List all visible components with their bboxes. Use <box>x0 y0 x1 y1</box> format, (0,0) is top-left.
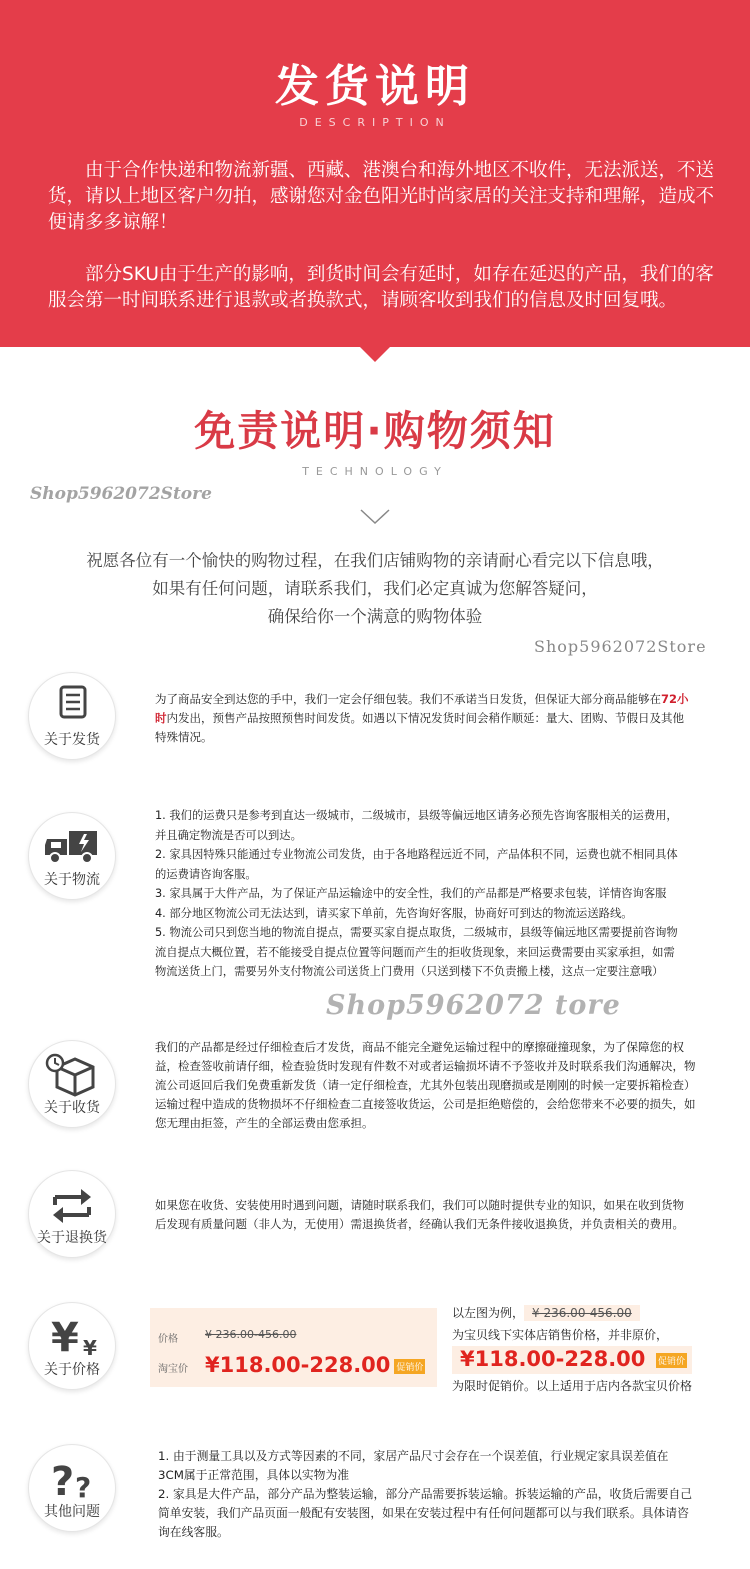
shipping-paragraph-2: 部分SKU由于生产的影响，到货时间会有延时，如存在延迟的产品，我们的客服会第一时间联系进行退款或者换款式，请顾客收到我们的信息及时回复哦。 <box>48 264 714 311</box>
watermark-store-3: Shop5962072 tore <box>326 990 621 1021</box>
intro-line-2: 如果有任何问题，请联系我们，我们必定真诚为您解答疑问， <box>152 579 598 598</box>
returns-circle <box>28 1170 116 1258</box>
svg-text:¥: ¥ <box>83 1336 97 1360</box>
logistics-item-2: 2. 家具因特殊只能通过专业物流公司发货，由于各地路程远近不同，产品体积不同，运费也就不相同具体的运费请咨询客服。 <box>155 848 678 881</box>
banner-notch-arrow <box>359 346 391 362</box>
disclaimer-title: 免责说明·购物须知 <box>194 407 556 455</box>
other-circle <box>28 1444 116 1532</box>
logistics-item-1: 1. 我们的运费只是参考到直达一级城市，二级城市，县级等偏远地区请务必预先咨询客服相关的运费用，并且确定物流是否可以到达。 <box>155 809 678 842</box>
disclaimer-intro <box>60 547 690 631</box>
logistics-list <box>155 806 683 982</box>
delivery-text-a: 为了商品安全到达您的手中，我们一定会仔细包装。我们不承诺当日发货，但保证大部分商品能够在 <box>155 692 661 706</box>
watermark-store-1: Shop5962072Store <box>30 484 212 504</box>
price-line-3 <box>452 1346 692 1374</box>
price-line-1-strike: ¥ 236.00-456.00 <box>524 1305 640 1321</box>
promo-tag: 促销价 <box>394 1359 425 1374</box>
promo-tag-2: 促销价 <box>656 1353 687 1368</box>
price-box-taobao-label: 淘宝价 <box>158 1364 188 1375</box>
delivery-label: 关于发货 <box>44 732 100 748</box>
svg-text:¥: ¥ <box>51 1315 79 1361</box>
price-box-sale-value: ¥118.00-228.00 <box>205 1353 391 1377</box>
delivery-circle <box>28 672 116 760</box>
logistics-item-3: 3. 家具属于大件产品，为了保证产品运输途中的安全性，我们的产品都是严格要求包装，详情咨询客服 <box>155 887 667 900</box>
logistics-item-5: 5. 物流公司只到您当地的物流自提点，需要买家自提点取货，二级城市，县级等偏远地区需要提前咨询物流自提点大概位置，若不能接受自提点位置等问题而产生的拒收货现象，来回运费需要由买家承担，如需物流送货上门，需要另外支付物流公司送货上门费用（只送到楼下不负责搬上楼，这点一定要注意哦） <box>155 926 678 978</box>
other-item-2: 2. 家具是大件产品，部分产品为整装运输，部分产品需要拆装运输。拆装运输的产品，收货后需要自己简单安装，我们产品页面一般配有安装图，如果在安装过程中有任何问题都可以与我们联系。具体请咨询在线客服。 <box>158 1487 693 1539</box>
watermark-store-2: Shop5962072Store <box>534 637 707 656</box>
price-circle <box>28 1302 116 1390</box>
delivery-text <box>155 690 695 747</box>
logistics-item-4: 4. 部分地区物流公司无法达到，请买家下单前，先咨询好客服，协商好可到达的物流运送路线。 <box>155 906 633 920</box>
delivery-text-b: 内发出，预售产品按照预售时间发货。如遇以下情况发货时间会稍作顺延：量大、团购、节假日及其他特殊情况。 <box>155 711 684 744</box>
svg-text:?: ? <box>75 1471 92 1504</box>
intro-line-1: 祝愿各位有一个愉快的购物过程，在我们店铺购物的亲请耐心看完以下信息哦， <box>86 551 664 570</box>
svg-text:?: ? <box>51 1459 75 1505</box>
returns-text: 如果您在收货、安装使用时遇到问题，请随时联系我们，我们可以随时提供专业的知识，如果在收到货物后发现有质量问题（非人为，无使用）需退换货者，经确认我们无条件接收退换货，并负责相关的费用。 <box>155 1198 684 1231</box>
chevron-down-icon <box>359 508 391 526</box>
delivery-highlight-hour: 时 <box>155 711 167 725</box>
other-label: 其他问题 <box>44 1504 100 1520</box>
receiving-label: 关于收货 <box>44 1100 100 1116</box>
price-line-1 <box>452 1304 640 1321</box>
shipping-title: 发货说明 <box>275 61 475 112</box>
price-line-2: 为宝贝线下实体店销售价格，并非原价， <box>452 1328 669 1342</box>
returns-label: 关于退换货 <box>37 1230 107 1246</box>
price-label: 关于价格 <box>44 1362 100 1378</box>
price-line-3-sale: ¥118.00-228.00 <box>460 1347 646 1371</box>
price-line-1-text: 以左图为例， <box>452 1306 525 1320</box>
other-list <box>158 1447 698 1542</box>
receiving-circle <box>28 1040 116 1128</box>
other-item-1: 1. 由于测量工具以及方式等因素的不同，家居产品尺寸会存在一个误差值，行业规定家具误差值在 3CM属于正常范围，具体以实物为准 <box>158 1449 669 1482</box>
shipping-subtitle: DESCRIPTION <box>299 116 451 129</box>
price-line-4: 为限时促销价。以上适用于店内各款宝贝价格 <box>452 1379 693 1393</box>
receiving-text: 我们的产品都是经过仔细检查后才发货，商品不能完全避免运输过程中的摩擦碰撞现象，为了保障您的权益，检查签收前请仔细，检查验货时发现有件数不对或者运输损坏请不予签收并及时联系我们沟通解决，物流公司返回后我们免费重新发货（请一定仔细检查，尤其外包装出现磨损或是刚刚的时候一定要拆箱检查）运输过程中造成的货物损坏不仔细检查二直接签收货运，公司是拒绝赔偿的，会给您带来不必要的损失，如您无理由拒签，产生的全部运费由您承担。 <box>155 1040 696 1130</box>
logistics-circle <box>28 812 116 900</box>
price-box-sale <box>205 1353 425 1377</box>
price-box-label: 价格 <box>158 1334 178 1345</box>
price-example-box <box>150 1308 437 1387</box>
disclaimer-subtitle: TECHNOLOGY <box>302 465 448 478</box>
shipping-banner <box>0 0 750 347</box>
delivery-highlight-72h: 72小 <box>661 692 689 706</box>
intro-line-3: 确保给你一个满意的购物体验 <box>267 607 483 626</box>
logistics-label: 关于物流 <box>44 872 100 888</box>
shipping-paragraph-1: 由于合作快递和物流新疆、西藏、港澳台和海外地区不收件，无法派送，不送货，请以上地区客户勿拍，感谢您对金色阳光时尚家居的关注支持和理解，造成不便请多多谅解！ <box>48 160 715 233</box>
price-box-original: ¥ 236.00-456.00 <box>205 1328 297 1341</box>
